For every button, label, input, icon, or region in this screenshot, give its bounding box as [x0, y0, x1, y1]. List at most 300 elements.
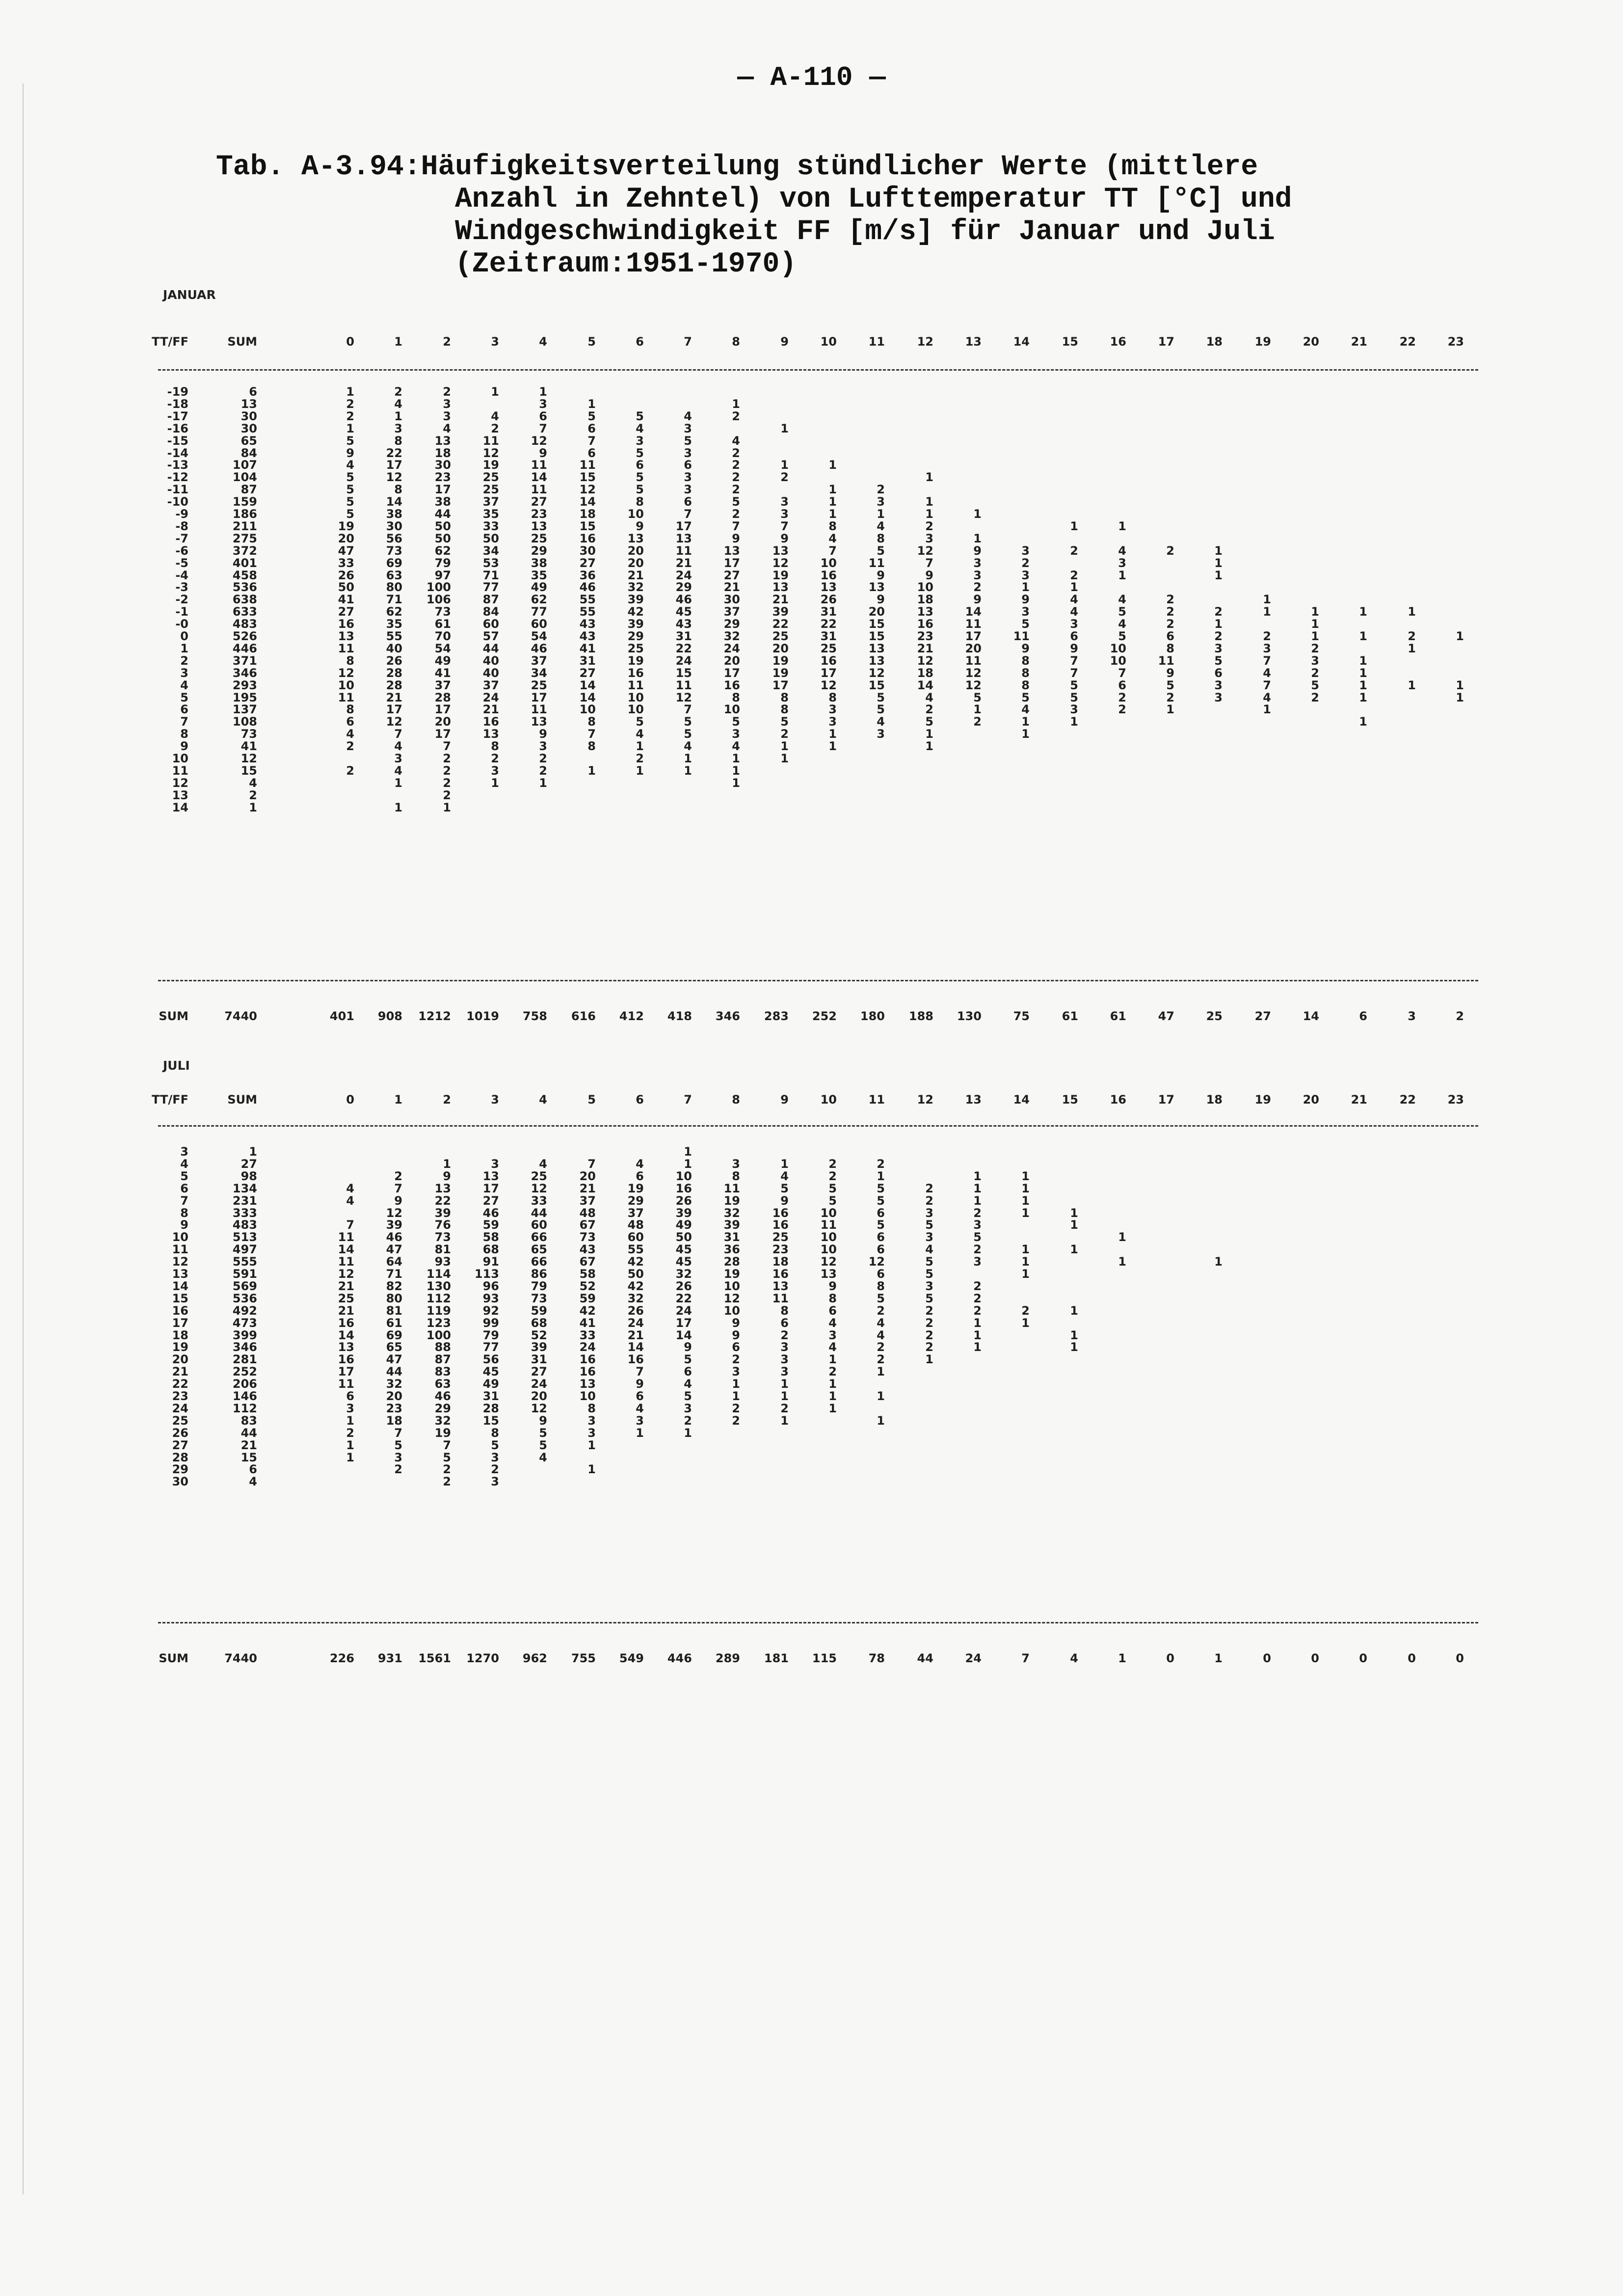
row-label: 10	[172, 1230, 188, 1244]
table-cell: 30	[240, 409, 257, 423]
table-cell: 93	[482, 1292, 499, 1305]
table-cell: 372	[232, 544, 257, 558]
table-row	[0, 520, 1623, 532]
table-cell: 2	[1214, 605, 1223, 619]
table-cell: SUM	[227, 1093, 257, 1107]
table-cell: 20	[386, 1389, 402, 1403]
table-cell: 1	[1456, 691, 1464, 704]
table-cell: 2	[925, 519, 933, 533]
table-row	[0, 1170, 1623, 1182]
table-cell: 24	[482, 691, 499, 704]
table-cell: 17	[723, 666, 740, 680]
table-cell: 14	[386, 495, 402, 509]
table-cell: 7	[684, 1093, 692, 1107]
row-label: 8	[180, 1206, 188, 1220]
table-cell: 1	[1311, 617, 1319, 631]
table-cell: 9	[1070, 642, 1078, 655]
table-cell: 275	[232, 532, 257, 545]
table-cell: 492	[232, 1304, 257, 1318]
table-cell: 73	[579, 1230, 596, 1244]
table-cell: 41	[338, 593, 354, 606]
table-cell: 206	[232, 1377, 257, 1391]
table-cell: 1	[1070, 1340, 1078, 1354]
table-cell: 1	[973, 1194, 982, 1208]
table-cell: 20	[338, 532, 354, 545]
table-cell: 17	[434, 483, 451, 496]
table-cell: 93	[434, 1255, 451, 1269]
row-label: -11	[167, 483, 188, 496]
table-cell: 16	[772, 1218, 789, 1232]
table-cell: 15	[675, 666, 692, 680]
table-cell: 18	[434, 446, 451, 460]
table-cell: 20	[868, 605, 885, 619]
table-cell: 9	[636, 1377, 644, 1391]
table-cell: 16	[627, 1352, 644, 1366]
column-header-row	[0, 1094, 1623, 1106]
row-label: -14	[167, 446, 188, 460]
table-cell: 11	[868, 335, 885, 349]
table-cell: 25	[627, 642, 644, 655]
table-cell: 1	[1118, 1255, 1126, 1269]
table-cell: 8	[780, 702, 789, 716]
table-cell: 12	[965, 678, 982, 692]
table-cell: 6	[249, 1462, 257, 1476]
table-cell: 84	[240, 446, 257, 460]
row-label: 5	[180, 691, 188, 704]
table-cell: 60	[482, 617, 499, 631]
table-cell: 4	[346, 458, 354, 472]
table-cell: 1	[1359, 691, 1367, 704]
table-cell: 6	[877, 1206, 885, 1220]
table-cell: 1	[1070, 519, 1078, 533]
row-label: 6	[180, 1182, 188, 1195]
table-cell: 2	[1118, 702, 1126, 716]
table-cell: 7	[684, 335, 692, 349]
row-label: TT/FF	[152, 335, 188, 349]
table-cell: 758	[522, 1009, 547, 1023]
table-cell: 1	[780, 739, 789, 753]
table-cell: 20	[579, 1169, 596, 1183]
row-label: TT/FF	[152, 1093, 188, 1107]
table-cell: 2	[1021, 1304, 1030, 1318]
table-cell: 19	[627, 1182, 644, 1195]
table-cell: 19	[772, 654, 789, 668]
table-cell: 3	[1118, 556, 1126, 570]
table-cell: 7	[1118, 666, 1126, 680]
table-cell: 16	[579, 1365, 596, 1378]
table-cell: 61	[1062, 1009, 1078, 1023]
table-cell: 13	[434, 1182, 451, 1195]
table-row	[0, 1452, 1623, 1463]
table-cell: 45	[675, 605, 692, 619]
table-cell: 28	[482, 1402, 499, 1415]
table-cell: 8	[828, 519, 837, 533]
table-cell: 3	[1070, 702, 1078, 716]
table-cell: 63	[434, 1377, 451, 1391]
table-cell: 9	[539, 1414, 547, 1428]
table-cell: 27	[531, 1365, 547, 1378]
table-cell: 55	[386, 629, 402, 643]
table-row	[0, 398, 1623, 410]
table-cell: 0	[346, 335, 354, 349]
table-cell: 100	[426, 580, 451, 594]
table-cell: 1	[684, 1157, 692, 1171]
table-cell: 8	[394, 483, 402, 496]
table-cell: 346	[232, 1340, 257, 1354]
table-cell: 11	[338, 1230, 354, 1244]
table-cell: 5	[1311, 678, 1319, 692]
table-cell: 9	[780, 532, 789, 545]
table-cell: 2	[828, 1157, 837, 1171]
table-cell: 32	[627, 580, 644, 594]
table-cell: 108	[232, 715, 257, 729]
table-cell: 43	[675, 617, 692, 631]
table-cell: 9	[973, 544, 982, 558]
table-cell: 16	[917, 617, 933, 631]
row-label: 13	[172, 1267, 188, 1281]
table-cell: 1	[828, 495, 837, 509]
table-cell: 62	[434, 544, 451, 558]
table-cell: 1	[828, 739, 837, 753]
table-cell: 7	[587, 434, 596, 448]
row-label: -7	[175, 532, 188, 545]
table-cell: 418	[667, 1009, 692, 1023]
table-cell: 16	[820, 654, 837, 668]
table-cell: 20	[1303, 1093, 1319, 1107]
table-cell: 1	[636, 1426, 644, 1440]
table-cell: 14	[579, 495, 596, 509]
table-cell: 21	[627, 1328, 644, 1342]
table-cell: 13	[772, 1279, 789, 1293]
row-label: 17	[172, 1316, 188, 1330]
table-cell: 58	[482, 1230, 499, 1244]
table-cell: 7	[1021, 1651, 1030, 1665]
table-cell: 346	[715, 1009, 740, 1023]
table-cell: 1	[539, 776, 547, 790]
table-cell: 19	[482, 458, 499, 472]
table-cell: 3	[1263, 642, 1271, 655]
table-cell: 14	[1303, 1009, 1319, 1023]
table-cell: 1	[780, 1414, 789, 1428]
table-cell: 9	[636, 519, 644, 533]
table-cell: 32	[723, 629, 740, 643]
table-cell: 2	[1214, 629, 1223, 643]
title-line: Windgeschwindigkeit FF [m/s] für Januar und Juli	[455, 216, 1275, 248]
row-label: 15	[172, 1292, 188, 1305]
row-label: -5	[175, 556, 188, 570]
row-label: -12	[167, 470, 188, 484]
table-row	[0, 1305, 1623, 1317]
table-cell: 9	[684, 1340, 692, 1354]
table-cell: 5	[346, 483, 354, 496]
table-cell: 8	[877, 532, 885, 545]
row-label: 12	[172, 776, 188, 790]
row-label: 10	[172, 752, 188, 765]
table-cell: 146	[232, 1389, 257, 1403]
table-cell: 638	[232, 593, 257, 606]
table-cell: 1	[973, 532, 982, 545]
table-cell: 5	[925, 1218, 933, 1232]
table-cell: 6	[1214, 666, 1223, 680]
table-cell: 4	[1070, 1651, 1078, 1665]
table-cell: 21	[1351, 335, 1367, 349]
table-cell: 17	[434, 702, 451, 716]
table-cell: 2	[346, 739, 354, 753]
table-cell: 3	[877, 727, 885, 741]
table-cell: 5	[877, 544, 885, 558]
table-cell: 12	[917, 654, 933, 668]
table-cell: 1	[346, 1414, 354, 1428]
table-cell: 1	[636, 739, 644, 753]
table-row	[0, 1268, 1623, 1280]
table-row	[0, 1183, 1623, 1194]
table-cell: 2	[732, 446, 740, 460]
table-cell: 43	[579, 629, 596, 643]
table-cell: 100	[426, 1328, 451, 1342]
table-cell: 4	[780, 1169, 789, 1183]
table-cell: 69	[386, 1328, 402, 1342]
table-cell: 39	[772, 605, 789, 619]
table-cell: 2	[1166, 691, 1174, 704]
table-cell: 13	[820, 1267, 837, 1281]
table-cell: 21	[772, 593, 789, 606]
table-cell: 21	[1351, 1093, 1367, 1107]
table-cell: 2	[732, 1402, 740, 1415]
table-cell: 1	[1118, 1651, 1126, 1665]
table-cell: 16	[1110, 335, 1126, 349]
row-label: -6	[175, 544, 188, 558]
table-row	[0, 1378, 1623, 1390]
table-cell: 13	[338, 1340, 354, 1354]
table-cell: 96	[482, 1279, 499, 1293]
table-cell: 14	[579, 691, 596, 704]
table-cell: 7440	[224, 1651, 257, 1665]
table-cell: 2	[249, 788, 257, 802]
table-cell: 17	[772, 678, 789, 692]
table-cell: 88	[434, 1340, 451, 1354]
table-cell: 19	[1254, 335, 1271, 349]
table-cell: 2	[877, 1340, 885, 1354]
table-cell: 10	[820, 335, 837, 349]
table-cell: 4	[877, 715, 885, 729]
table-cell: 5	[587, 335, 596, 349]
table-cell: 21	[675, 556, 692, 570]
table-cell: 73	[434, 1230, 451, 1244]
table-cell: 73	[386, 544, 402, 558]
table-cell: 35	[482, 507, 499, 521]
row-label: SUM	[159, 1009, 188, 1023]
table-cell: 4	[828, 1340, 837, 1354]
table-cell: 4	[394, 397, 402, 411]
table-cell: 79	[482, 1328, 499, 1342]
table-cell: 33	[338, 556, 354, 570]
table-cell: 12	[240, 752, 257, 765]
table-cell: 3	[1311, 654, 1319, 668]
table-cell: 6	[877, 1243, 885, 1256]
table-cell: 28	[723, 1255, 740, 1269]
table-cell: 283	[764, 1009, 789, 1023]
table-cell: 19	[627, 654, 644, 668]
table-cell: 71	[482, 568, 499, 582]
table-cell: 59	[482, 1218, 499, 1232]
table-cell: 3	[780, 507, 789, 521]
table-cell: 11	[868, 556, 885, 570]
table-cell: 68	[531, 1316, 547, 1330]
table-cell: 77	[482, 580, 499, 594]
table-cell: 46	[482, 1206, 499, 1220]
table-cell: 7	[925, 556, 933, 570]
table-cell: 11	[531, 483, 547, 496]
table-cell: 4	[925, 691, 933, 704]
table-cell: 2	[1021, 556, 1030, 570]
table-cell: 42	[627, 1255, 644, 1269]
table-cell: 4	[539, 1093, 547, 1107]
table-cell: 38	[531, 556, 547, 570]
table-cell: 9	[780, 335, 789, 349]
table-cell: 4	[636, 727, 644, 741]
title-line: Anzahl in Zehntel) von Lufttemperatur TT [°C] und	[455, 184, 1292, 216]
table-cell: 1	[1021, 1267, 1030, 1281]
table-cell: 2	[1166, 605, 1174, 619]
table-cell: 226	[329, 1651, 354, 1665]
table-cell: 12	[723, 1292, 740, 1305]
table-cell: 17	[386, 458, 402, 472]
table-row	[0, 1317, 1623, 1329]
table-cell: 44	[386, 1365, 402, 1378]
table-cell: 13	[820, 580, 837, 594]
table-cell: 25	[531, 532, 547, 545]
table-cell: 10	[820, 1206, 837, 1220]
table-cell: 47	[1158, 1009, 1174, 1023]
table-cell: 8	[828, 691, 837, 704]
table-cell: 3	[491, 764, 499, 778]
table-cell: 1	[828, 1377, 837, 1391]
table-cell: 44	[482, 642, 499, 655]
table-cell: 1	[1021, 715, 1030, 729]
table-cell: 25	[772, 629, 789, 643]
table-cell: 106	[426, 593, 451, 606]
table-cell: 25	[1206, 1009, 1223, 1023]
table-cell: 1	[684, 1145, 692, 1159]
row-label: -15	[167, 434, 188, 448]
row-label: 6	[180, 702, 188, 716]
table-cell: 22	[1399, 1093, 1416, 1107]
table-cell: 12	[820, 678, 837, 692]
table-cell: 1	[780, 422, 789, 435]
table-cell: 8	[1021, 654, 1030, 668]
table-cell: 5	[925, 1255, 933, 1269]
table-cell: 13	[627, 532, 644, 545]
table-cell: 16	[723, 678, 740, 692]
table-cell: 12	[338, 1267, 354, 1281]
table-cell: 1	[636, 764, 644, 778]
table-cell: 5	[539, 1438, 547, 1452]
table-cell: 12	[531, 434, 547, 448]
table-cell: 2	[973, 580, 982, 594]
table-cell: 1	[684, 752, 692, 765]
table-cell: 30	[723, 593, 740, 606]
table-cell: 1	[732, 1389, 740, 1403]
table-row	[0, 447, 1623, 459]
table-cell: 1	[973, 1340, 982, 1354]
row-label: 13	[172, 788, 188, 802]
table-cell: 25	[772, 1230, 789, 1244]
table-cell: 71	[386, 1267, 402, 1281]
table-cell: 4	[1070, 593, 1078, 606]
table-cell: 252	[812, 1009, 837, 1023]
table-cell: 3	[539, 397, 547, 411]
table-row	[0, 594, 1623, 605]
table-cell: 8	[491, 1426, 499, 1440]
table-cell: 412	[619, 1009, 644, 1023]
table-cell: 62	[531, 593, 547, 606]
table-row	[0, 655, 1623, 667]
table-cell: 14	[338, 1328, 354, 1342]
table-cell: 27	[579, 556, 596, 570]
table-cell: 458	[232, 568, 257, 582]
table-cell: 3	[828, 1328, 837, 1342]
table-cell: 7	[346, 1218, 354, 1232]
table-cell: 7	[1070, 654, 1078, 668]
table-cell: 4	[443, 422, 451, 435]
table-cell: 2	[443, 764, 451, 778]
table-cell: 252	[232, 1365, 257, 1378]
table-cell: 27	[1254, 1009, 1271, 1023]
table-cell: 1	[732, 776, 740, 790]
table-cell: 2	[1311, 642, 1319, 655]
table-cell: 1	[925, 470, 933, 484]
table-cell: 4	[732, 739, 740, 753]
table-cell: 1	[1070, 1304, 1078, 1318]
table-cell: 5	[684, 1389, 692, 1403]
row-label: 9	[180, 739, 188, 753]
table-cell: 1	[1070, 1328, 1078, 1342]
table-cell: 8	[732, 1169, 740, 1183]
table-cell: 1	[1118, 1230, 1126, 1244]
table-cell: 346	[232, 666, 257, 680]
table-cell: 5	[1166, 678, 1174, 692]
table-cell: 31	[531, 1352, 547, 1366]
table-cell: 40	[482, 654, 499, 668]
table-cell: 1	[1359, 605, 1367, 619]
table-cell: 61	[1110, 1009, 1126, 1023]
table-cell: 0	[1359, 1651, 1367, 1665]
table-cell: 3	[684, 470, 692, 484]
table-cell: 1	[973, 1182, 982, 1195]
table-cell: 2	[394, 385, 402, 399]
table-cell: 16	[675, 1182, 692, 1195]
table-cell: 11	[531, 458, 547, 472]
table-cell: 17	[338, 1365, 354, 1378]
table-row	[0, 435, 1623, 447]
table-cell: 28	[386, 666, 402, 680]
table-cell: 399	[232, 1328, 257, 1342]
table-cell: 6	[346, 1389, 354, 1403]
table-row	[0, 1403, 1623, 1414]
table-cell: 61	[434, 617, 451, 631]
table-cell: 1	[1311, 629, 1319, 643]
table-row	[0, 692, 1623, 703]
table-cell: 5	[780, 1182, 789, 1195]
table-cell: 22	[434, 1194, 451, 1208]
table-cell: 12	[579, 483, 596, 496]
table-cell: 211	[232, 519, 257, 533]
table-cell: 42	[627, 1279, 644, 1293]
table-cell: 1	[973, 702, 982, 716]
table-cell: 1019	[466, 1009, 499, 1023]
table-cell: 5	[491, 1438, 499, 1452]
table-cell: 14	[1013, 335, 1030, 349]
